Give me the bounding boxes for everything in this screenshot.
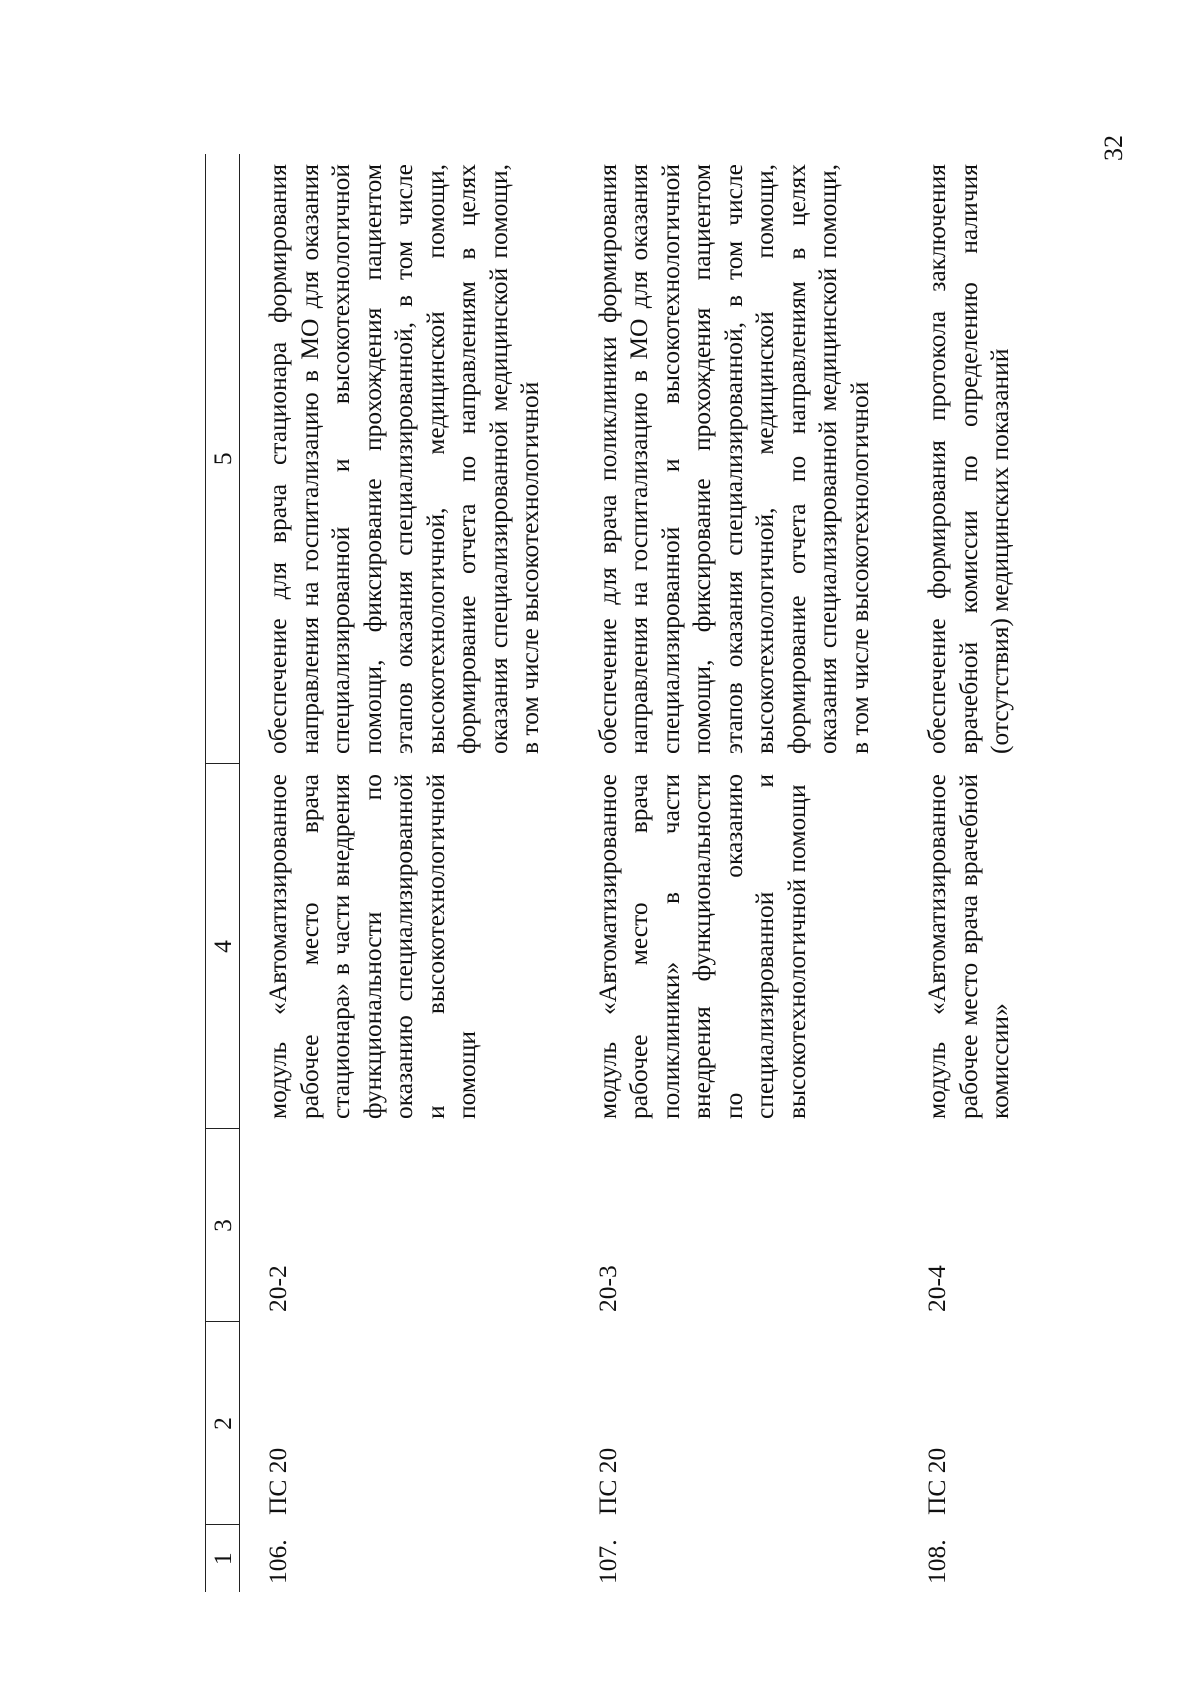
document-table — [205, 154, 1040, 1592]
row-module: модуль «Автоматизированное рабочее место врача врачебной комиссии» — [922, 774, 1014, 1119]
document-table-rotated — [205, 154, 1065, 1592]
table-row — [570, 154, 900, 1592]
row-code: 20-3 — [592, 1265, 622, 1312]
row-code: 20-4 — [922, 1265, 951, 1312]
row-code: 20-2 — [263, 1265, 292, 1312]
row-module: модуль «Автоматизированное рабочее место врача поликлиники» в части внедрения функциональности по оказанию специализированной и высокотехнологичной помощи — [592, 774, 811, 1119]
column-header-2: 2 — [206, 1322, 240, 1525]
row-description: обеспечение для врача стационара формирования направления на госпитализацию в МО для оказания специализированной и высокотехнологичной помощи, фиксирование прохождения пациентом этапов оказания специализированной, в том числе высокотехнологичной, медицинской помощи, формирование отчета по направлениям в целях оказания специализированной медицинской помощи, в том числе высокотехнологичной — [263, 164, 544, 754]
column-header-3: 3 — [206, 1129, 240, 1322]
row-system: ПС 20 — [922, 1447, 951, 1515]
column-header-5: 5 — [206, 154, 240, 764]
table-row — [899, 154, 1040, 1592]
row-system: ПС 20 — [263, 1447, 292, 1515]
row-number: 108. — [922, 1539, 951, 1584]
row-description: обеспечение формирования протокола заключения врачебной комиссии по определению наличия (отсутствия) медицинских показаний — [922, 164, 1014, 754]
column-header-1: 1 — [206, 1525, 240, 1592]
table-row — [240, 154, 570, 1592]
table-header — [206, 154, 240, 1592]
row-description: обеспечение для врача поликлиники формирования направления на госпитализацию в МО для оказания специализированной и высокотехнологичной помощи, фиксирование прохождения пациентом этапов оказания специализированной, в том числе высокотехнологичной, медицинской помощи, формирование отчета по направлениям в целях оказания специализированной медицинской помощи, в том числе высокотехнологичной — [592, 164, 874, 754]
page-number: 32 — [1099, 135, 1128, 161]
row-number: 107. — [592, 1539, 622, 1584]
column-header-4: 4 — [206, 764, 240, 1129]
row-number: 106. — [263, 1539, 292, 1584]
row-system: ПС 20 — [592, 1447, 622, 1515]
row-module: модуль «Автоматизированное рабочее место врача стационара» в части внедрения функциональности по оказанию специализированной и высокотехнологичной помощи — [263, 774, 481, 1119]
